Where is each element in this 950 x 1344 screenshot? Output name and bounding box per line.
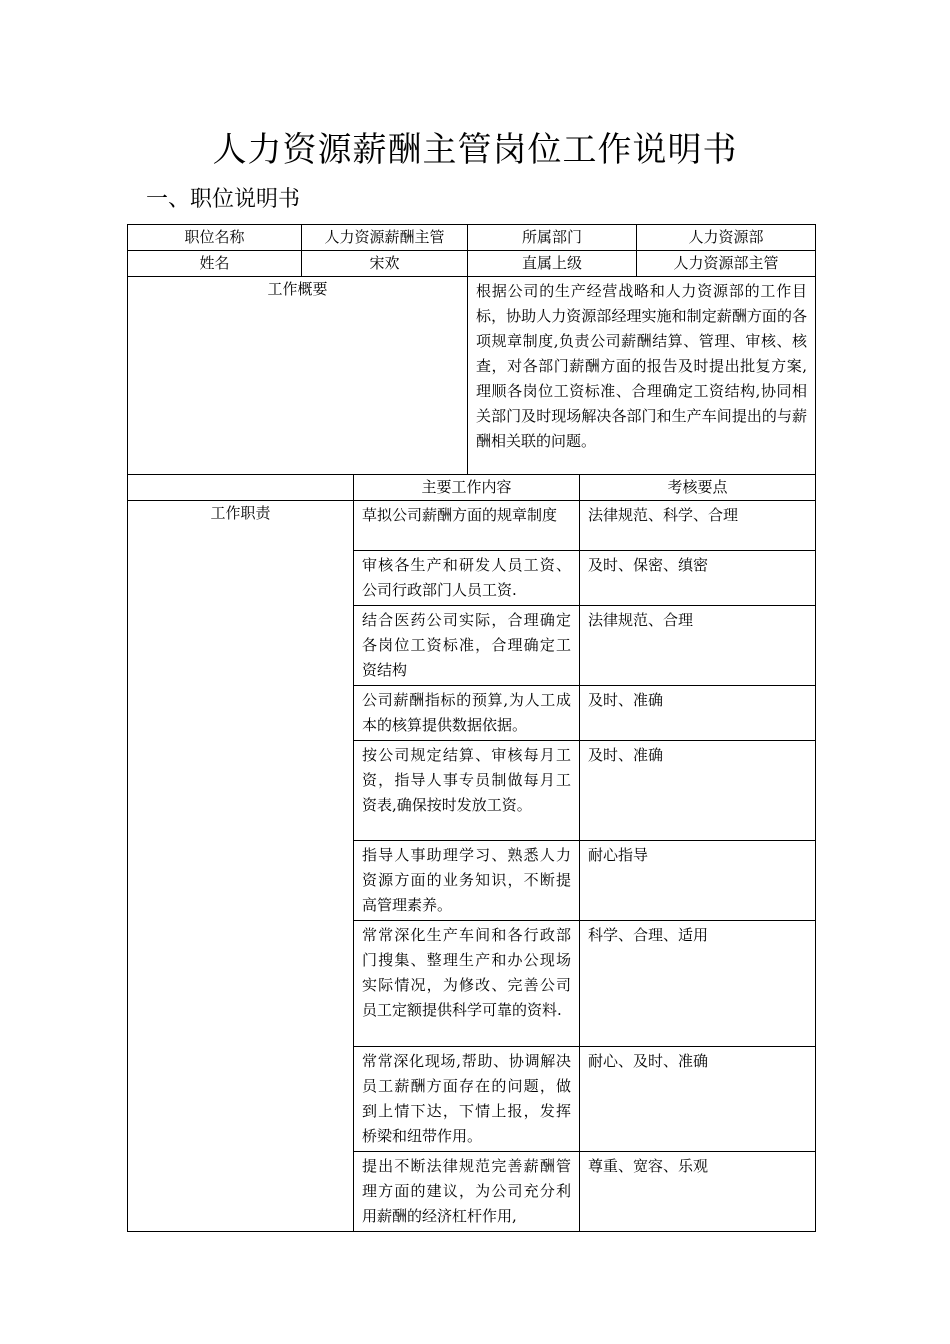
header-assessment: 考核要点 — [580, 475, 816, 501]
duty-assessment: 法律规范、科学、合理 — [580, 501, 816, 551]
position-value: 人力资源薪酬主管 — [302, 225, 468, 251]
duty-row — [128, 501, 816, 551]
duties-header-empty — [128, 475, 354, 501]
duty-assessment: 耐心指导 — [580, 841, 816, 921]
info-row-name — [128, 251, 816, 277]
duty-content: 公司薪酬指标的预算,为人工成本的核算提供数据依据。 — [354, 686, 580, 741]
duty-assessment: 及时、保密、缜密 — [580, 551, 816, 606]
duty-content: 按公司规定结算、审核每月工资，指导人事专员制做每月工资表,确保按时发放工资。 — [354, 741, 580, 841]
duty-content: 结合医药公司实际，合理确定各岗位工资标准，合理确定工资结构 — [354, 606, 580, 686]
duty-assessment: 法律规范、合理 — [580, 606, 816, 686]
duties-label: 工作职责 — [128, 501, 354, 1232]
position-label: 职位名称 — [128, 225, 302, 251]
page-title: 人力资源薪酬主管岗位工作说明书 — [212, 130, 738, 170]
duty-assessment: 耐心、及时、准确 — [580, 1047, 816, 1152]
duty-assessment: 科学、合理、适用 — [580, 921, 816, 1047]
duties-header-row — [128, 475, 816, 501]
duty-content: 指导人事助理学习、熟悉人力资源方面的业务知识，不断提高管理素养。 — [354, 841, 580, 921]
section-heading: 一、职位说明书 — [146, 187, 301, 212]
name-value: 宋欢 — [302, 251, 468, 277]
name-label: 姓名 — [128, 251, 302, 277]
department-label: 所属部门 — [468, 225, 637, 251]
duty-assessment: 尊重、宽容、乐观 — [580, 1152, 816, 1232]
duty-content: 草拟公司薪酬方面的规章制度 — [354, 501, 580, 551]
summary-label: 工作概要 — [128, 277, 468, 475]
supervisor-label: 直属上级 — [468, 251, 637, 277]
duty-assessment: 及时、准确 — [580, 741, 816, 841]
info-row-position — [128, 225, 816, 251]
duty-assessment: 及时、准确 — [580, 686, 816, 741]
duty-content: 常常深化生产车间和各行政部门搜集、整理生产和办公现场实际情况，为修改、完善公司员工定额提供科学可靠的资料. — [354, 921, 580, 1047]
department-value: 人力资源部 — [637, 225, 816, 251]
summary-text: 根据公司的生产经营战略和人力资源部的工作目标，协助人力资源部经理实施和制定薪酬方面的各项规章制度,负责公司薪酬结算、管理、审核、核查，对各部门薪酬方面的报告及时提出批复方案,理顺各岗位工资标准、合理确定工资结构,协同相关部门及时现场解决各部门和生产车间提出的与薪酬相关联的问题。 — [468, 277, 816, 475]
duty-content: 常常深化现场,帮助、协调解决员工薪酬方面存在的问题，做到上情下达，下情上报，发挥桥梁和纽带作用。 — [354, 1047, 580, 1152]
duty-content: 提出不断法律规范完善薪酬管理方面的建议，为公司充分利用薪酬的经济杠杆作用, — [354, 1152, 580, 1232]
header-main-content: 主要工作内容 — [354, 475, 580, 501]
supervisor-value: 人力资源部主管 — [637, 251, 816, 277]
duty-content: 审核各生产和研发人员工资、公司行政部门人员工资. — [354, 551, 580, 606]
summary-row — [128, 277, 816, 475]
job-description-table — [127, 224, 816, 1232]
